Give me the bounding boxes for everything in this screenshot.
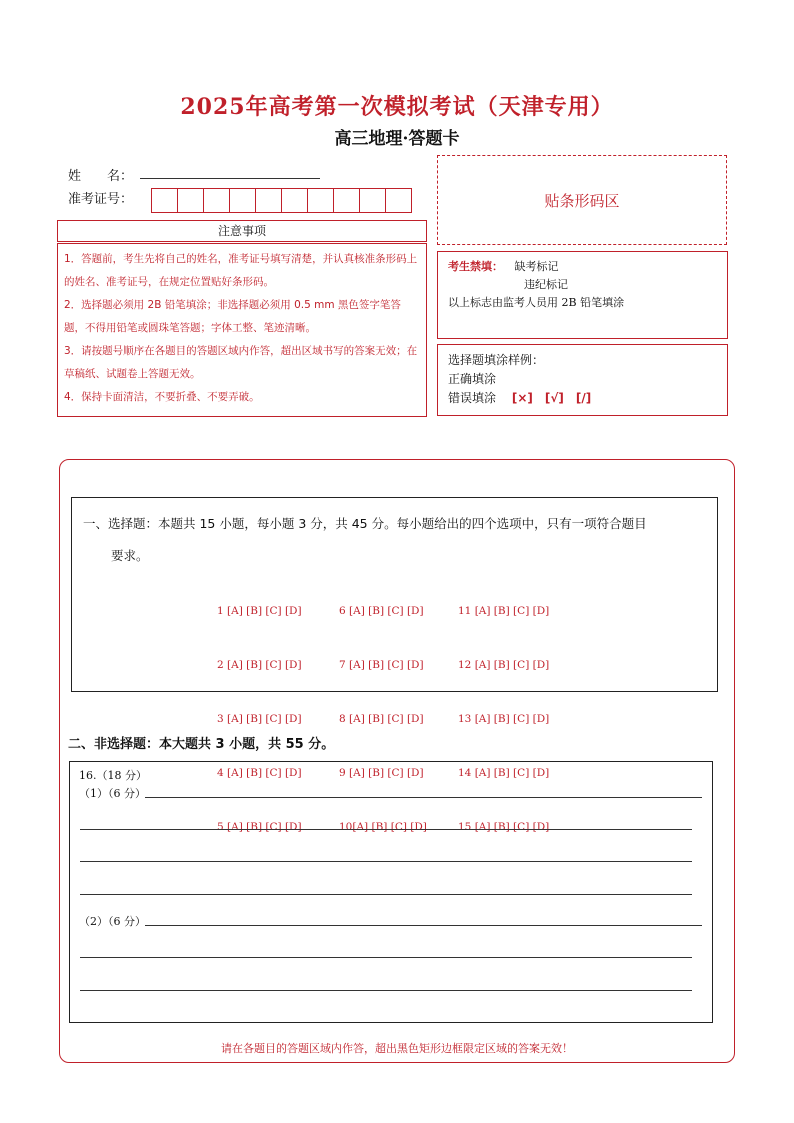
mcq-row[interactable]: 6 [A] [B] [C] [D]: [339, 605, 424, 617]
mcq-title-line2: 要求。: [111, 548, 149, 563]
id-digit-box[interactable]: [333, 188, 360, 213]
name-field[interactable]: [140, 178, 320, 179]
id-label: 准考证号：: [68, 192, 134, 207]
mcq-row[interactable]: 14 [A] [B] [C] [D]: [458, 767, 550, 779]
q16-label: 16.（18 分）: [79, 769, 147, 782]
answer-line[interactable]: [145, 797, 702, 798]
notice-item: 3．请按题号顺序在各题目的答题区域内作答，超出区域书写的答案无效；在草稿纸、试题卷上答题无效。: [64, 345, 418, 380]
sample-title: 选择题填涂样例：: [448, 353, 545, 367]
page-title: 2025年高考第一次模拟考试（天津专用）: [180, 94, 614, 120]
mcq-title-line1: 一、选择题：本题共 15 小题，每小题 3 分，共 45 分。每小题给出的四个选项中，只有一项符合题目: [83, 516, 647, 531]
absent-mark-label: 缺考标记: [514, 260, 559, 273]
mcq-title: [83, 508, 713, 572]
mcq-row[interactable]: 10[A] [B] [C] [D]: [339, 821, 427, 833]
notice-heading: 注意事项: [57, 220, 427, 242]
mcq-row[interactable]: 5 [A] [B] [C] [D]: [217, 821, 302, 833]
answer-line[interactable]: [80, 861, 692, 862]
mcq-row[interactable]: 4 [A] [B] [C] [D]: [217, 767, 302, 779]
q16-1-label: （1）（6 分）: [79, 787, 146, 800]
id-digit-box[interactable]: [177, 188, 204, 213]
mcq-row[interactable]: 3 [A] [B] [C] [D]: [217, 713, 302, 725]
id-digit-box[interactable]: [151, 188, 178, 213]
mcq-row[interactable]: 12 [A] [B] [C] [D]: [458, 659, 550, 671]
notice-item: 1．答题前，考生先将自己的姓名，准考证号填写清楚，并认真核准条形码上的姓名、准考证号，在规定位置贴好条形码。: [64, 253, 418, 288]
fill-sample-box: [437, 344, 728, 416]
id-digit-box[interactable]: [229, 188, 256, 213]
ban-title: 考生禁填：: [448, 260, 503, 273]
page-subtitle: 高三地理·答题卡: [334, 129, 460, 149]
id-digit-box[interactable]: [385, 188, 412, 213]
correct-fill-label: 正确填涂: [448, 372, 497, 386]
id-digit-box[interactable]: [203, 188, 230, 213]
id-number-boxes[interactable]: [152, 188, 412, 213]
mcq-row[interactable]: 11 [A] [B] [C] [D]: [458, 605, 550, 617]
mcq-row[interactable]: 15 [A] [B] [C] [D]: [458, 821, 550, 833]
id-digit-box[interactable]: [307, 188, 334, 213]
notice-box: [57, 243, 427, 417]
examiner-only-box: [437, 251, 728, 339]
id-digit-box[interactable]: [359, 188, 386, 213]
mcq-row[interactable]: 1 [A] [B] [C] [D]: [217, 605, 302, 617]
mcq-row[interactable]: 2 [A] [B] [C] [D]: [217, 659, 302, 671]
q16-answer-box: [69, 761, 713, 1023]
answer-line[interactable]: [80, 829, 692, 830]
ban-note: 以上标志由监考人员用 2B 铅笔填涂: [448, 296, 625, 309]
part2-title: 二、非选择题：本大题共 3 小题，共 55 分。: [68, 737, 335, 752]
answer-line[interactable]: [80, 957, 692, 958]
q16-2-label: （2）（6 分）: [79, 915, 146, 928]
notice-item: 4．保持卡面清洁，不要折叠、不要弄破。: [64, 391, 260, 403]
id-digit-box[interactable]: [281, 188, 308, 213]
id-digit-box[interactable]: [255, 188, 282, 213]
answer-line[interactable]: [80, 990, 692, 991]
answer-line[interactable]: [145, 925, 702, 926]
mcq-row[interactable]: 9 [A] [B] [C] [D]: [339, 767, 424, 779]
mcq-row[interactable]: 13 [A] [B] [C] [D]: [458, 713, 550, 725]
footer-warning: 请在各题目的答题区域内作答，超出黑色矩形边框限定区域的答案无效！: [221, 1042, 573, 1055]
barcode-label: 贴条形码区: [544, 191, 620, 210]
mcq-row[interactable]: 8 [A] [B] [C] [D]: [339, 713, 424, 725]
violation-mark-label: 违纪标记: [524, 278, 568, 291]
notice-item: 2．选择题必须用 2B 铅笔填涂；非选择题必须用 0.5 mm 黑色签字笔答题，不得用铅笔或圆珠笔答题；字体工整、笔迹清晰。: [64, 299, 401, 334]
mcq-row[interactable]: 7 [A] [B] [C] [D]: [339, 659, 424, 671]
name-label: 姓 名：: [68, 169, 134, 184]
barcode-area: [437, 155, 727, 245]
wrong-fill-label: 错误填涂: [448, 391, 497, 405]
answer-line[interactable]: [80, 894, 692, 895]
wrong-fill-marks: [×] [√] [/]: [511, 391, 592, 405]
